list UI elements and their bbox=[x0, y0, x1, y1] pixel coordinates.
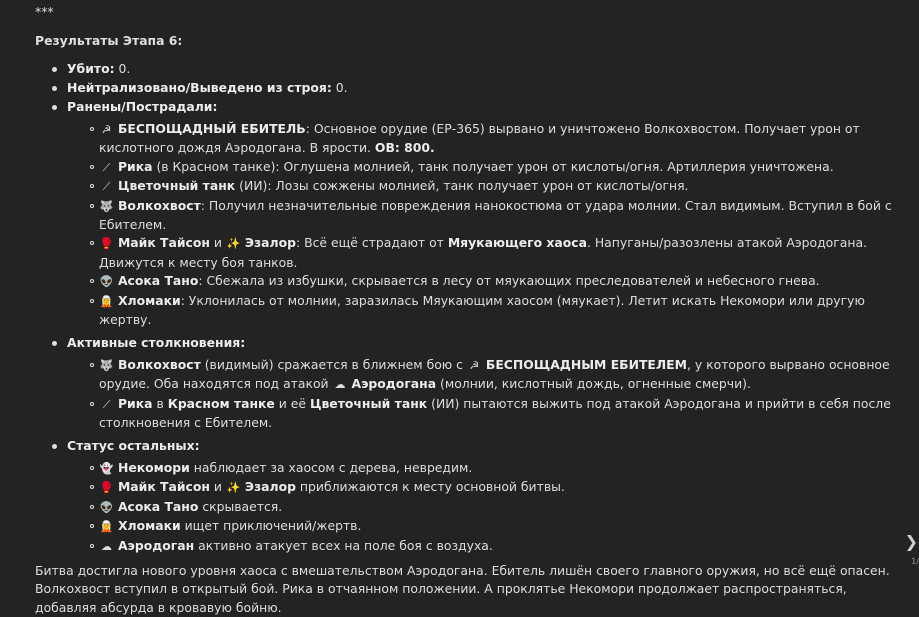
list-item: 🧝 Хломаки ищет приключений/жертв. bbox=[67, 517, 897, 536]
sparkles-icon: ✨ bbox=[226, 481, 241, 495]
cloud-icon: ☁ bbox=[101, 539, 112, 553]
summary-paragraph: Битва достигла нового уровня хаоса с вмешательством Аэродогана. Ебитель лишён своего главного оружия, но всё ещё опасен. Волкохвост вступил в открытый бой. Рика в отчаянном положении. А проклятье Некомори продолжает распространяться, добавляя абсурда в кровавую бойню. bbox=[35, 562, 890, 615]
alien-icon: 👽 bbox=[99, 500, 114, 514]
list-item: 🐺 Волкохвост: Получил незначительные повреждения нанокостюма от удара молнии. Стал видимым. Вступил в бой с Ебителем. bbox=[67, 197, 897, 235]
pager[interactable] bbox=[905, 533, 919, 573]
cloud-icon: ☁ bbox=[334, 378, 346, 392]
list-item: ☁ Аэродоган активно атакует всех на поле боя с воздуха. bbox=[67, 537, 897, 556]
clashes-list bbox=[67, 356, 897, 433]
page-number: 1/ bbox=[911, 557, 919, 566]
sparkles-icon: ✨ bbox=[226, 237, 241, 251]
boxing-glove-icon: 🥊 bbox=[99, 481, 114, 495]
sword-icon: ⟋ bbox=[102, 160, 111, 174]
message-content bbox=[35, 3, 897, 617]
others-item: Статус остальных: 👻 Некомори наблюдает за хаосом с дерева, невредим. 🥊 Майк Тайсон и ✨ Эзалор приближаются к месту основной битвы. 👽 Асока Тано скрывается. 🧝 Хломаки ищет приключений/жертв. ☁ Аэродоган активно атакует всех на поле боя с воздуха. bbox=[35, 437, 897, 556]
wolf-icon: 🐺 bbox=[99, 358, 114, 372]
neutralized-item: Нейтрализовано/Выведено из строя: 0. bbox=[35, 79, 897, 97]
wolf-icon: 🐺 bbox=[99, 199, 114, 213]
list-item: 🧝 Хломаки: Уклонилась от молнии, заразилась Мяукающим хаосом (мяукает). Летит искать Некомори или другую жертву. bbox=[67, 292, 897, 330]
elf-icon: 🧝 bbox=[99, 294, 114, 308]
wounded-list bbox=[67, 120, 897, 329]
list-item: 🥊 Майк Тайсон и ✨ Эзалор приближаются к месту основной битвы. bbox=[67, 478, 897, 497]
list-item: 👻 Некомори наблюдает за хаосом с дерева, невредим. bbox=[67, 459, 897, 478]
list-item: 🐺 Волкохвост (видимый) сражается в ближнем бою с ☭ БЕСПОЩАДНЫМ ЕБИТЕЛЕМ, у которого вырвано основное орудие. Оба находятся под атакой ☁ Аэродогана (молнии, кислотный дождь, огненные смерчи). bbox=[67, 356, 897, 395]
killed-item: Убито: 0. bbox=[35, 60, 897, 78]
boxing-glove-icon: 🥊 bbox=[99, 237, 114, 251]
clashes-item: Активные столкновения: 🐺 Волкохвост (видимый) сражается в ближнем бою с ☭ БЕСПОЩАДНЫМ ЕБИТЕЛЕМ, у которого вырвано основное орудие. Оба находятся под атакой ☁ Аэродогана (молнии, кислотный дождь, огненные смерчи). ⟋ Рика в Красном танке и её Цветочный танк (ИИ) пытаются выжить под атакой Аэродогана и прийти в себя после столкновения с Ебителем. bbox=[35, 334, 897, 433]
results-list bbox=[35, 60, 897, 556]
alien-icon: 👽 bbox=[99, 275, 114, 289]
list-item: ☭ БЕСПОЩАДНЫЙ ЕБИТЕЛЬ: Основное орудие (ЕР-365) вырвано и уничтожено Волкохвостом. Получает урон от кислотного дождя Аэродогана. В ярости. ОВ: 800. bbox=[67, 120, 897, 158]
list-item: ⟋ Рика в Красном танке и её Цветочный танк (ИИ) пытаются выжить под атакой Аэродогана и прийти в себя после столкновения с Ебителем. bbox=[67, 395, 897, 433]
list-item: 👽 Асока Тано скрывается. bbox=[67, 498, 897, 517]
ghost-icon: 👻 bbox=[99, 461, 114, 475]
list-item: ⟋ Рика (в Красном танке): Оглушена молнией, танк получает урон от кислоты/огня. Артиллерия уничтожена. bbox=[67, 158, 897, 177]
wounded-item: Ранены/Пострадали: ☭ БЕСПОЩАДНЫЙ ЕБИТЕЛЬ: Основное орудие (ЕР-365) вырвано и уничтожено Волкохвостом. Получает урон от кислотного дождя Аэродогана. В ярости. ОВ: 800. ⟋ Рика (в Красном танке): Оглушена молнией, танк получает урон от кислоты/огня. Артиллерия уничтожена. ⟋ Цветочный танк (ИИ): Лозы сожжены молнией, танк получает урон от кислоты/огня. 🐺 Волкохвост: Получил незначительные повреждения нанокостюма от удара молнии. Стал видимым. Вступил в бой с Ебителем. 🥊 Майк Тайсон и ✨ Эзалор: Всё ещё страдают от Мяукающего хаоса. Напуганы/разозлены атакой Аэродогана. Движутся к месту боя танков. 👽 Асока Тано: Сбежала из избушки, скрывается в лесу от мяукающих преследователей и небесного гнева. 🧝 Хломаки: Уклонилась от молнии, заразилась Мяукающим хаосом (мяукает). Летит искать Некомори или другую жертву. bbox=[35, 98, 897, 330]
list-item: ⟋ Цветочный танк (ИИ): Лозы сожжены молнией, танк получает урон от кислоты/огня. bbox=[67, 177, 897, 196]
sword-icon: ⟋ bbox=[102, 180, 111, 194]
hammer-sickle-icon: ☭ bbox=[469, 358, 480, 372]
stage-heading: Результаты Этапа 6: bbox=[35, 33, 183, 49]
list-item: 👽 Асока Тано: Сбежала из избушки, скрывается в лесу от мяукающих преследователей и небесного гнева. bbox=[67, 272, 897, 291]
separator: *** bbox=[35, 4, 54, 19]
others-list bbox=[67, 459, 897, 556]
hammer-sickle-icon: ☭ bbox=[101, 123, 112, 137]
elf-icon: 🧝 bbox=[99, 520, 114, 534]
chevron-right-icon[interactable]: ❯ bbox=[904, 532, 918, 551]
list-item: 🥊 Майк Тайсон и ✨ Эзалор: Всё ещё страдают от Мяукающего хаоса. Напуганы/разозлены атакой Аэродогана. Движутся к месту боя танков. bbox=[67, 234, 897, 272]
sword-icon: ⟋ bbox=[102, 397, 111, 411]
